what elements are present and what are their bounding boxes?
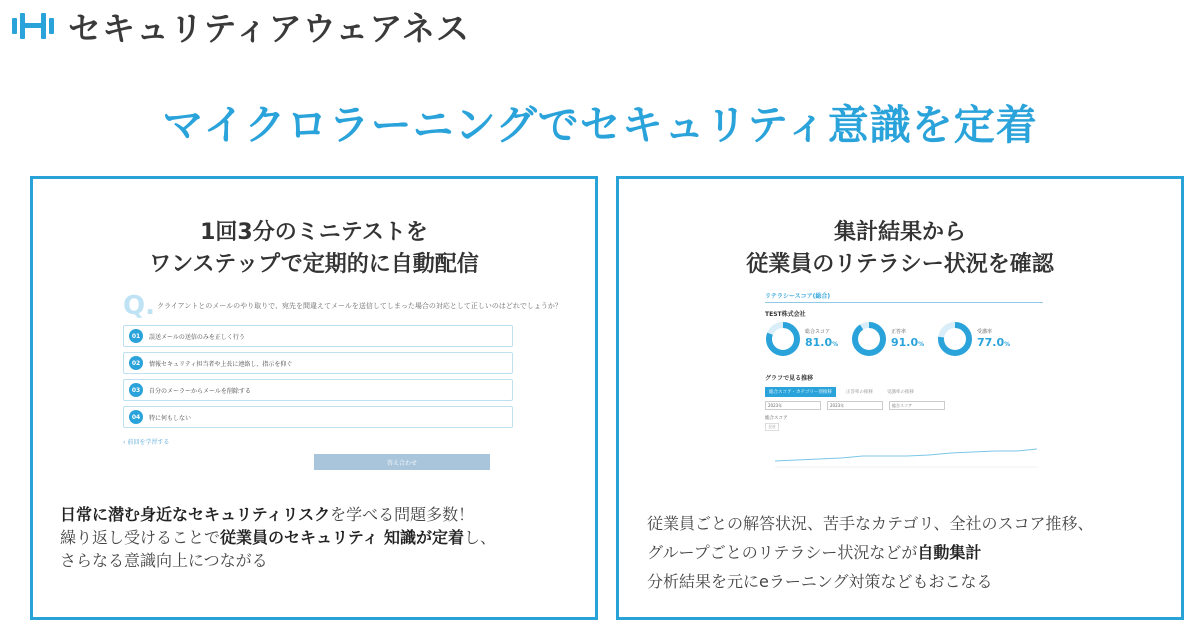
panel-title-line2: 従業員のリテラシー状況を確認 xyxy=(746,252,1054,277)
check-answer-button[interactable]: 答え合わせ xyxy=(314,454,490,470)
dashboard-header: リテラシースコア(総合) xyxy=(765,291,1043,303)
option-number: 04 xyxy=(129,410,143,424)
gauge-label: 総合スコア xyxy=(805,329,831,335)
question-mark-label: Q. xyxy=(123,291,155,321)
gauge-value: 81.0% xyxy=(805,336,839,349)
logo-icon xyxy=(12,11,54,41)
chart-legend: 全社 xyxy=(765,423,779,431)
panel-title-line1: 集計結果から xyxy=(833,220,966,245)
desc-text: 繰り返し受けることで xyxy=(60,528,221,547)
trend-filters xyxy=(765,401,945,410)
chevron-left-icon: ‹ xyxy=(123,439,128,446)
trend-tabs xyxy=(765,387,918,397)
tab-attendance-rate[interactable]: 受講率の推移 xyxy=(886,390,914,395)
panel-description xyxy=(647,509,1094,596)
desc-text: グループごとのリテラシー状況などが xyxy=(647,543,918,562)
gauge-correct-rate xyxy=(851,321,931,361)
end-date-select[interactable]: 2023年 xyxy=(827,401,883,410)
option-text: 特に何もしない xyxy=(149,414,192,422)
option-number: 03 xyxy=(129,383,143,397)
desc-highlight: 日常に潜む身近なセキュリティリスク xyxy=(60,505,331,524)
desc-text: 分析結果を元にeラーニング対策などもおこなる xyxy=(647,572,993,591)
desc-text: し、 xyxy=(464,528,497,547)
panel-title-line2: ワンステップで定期的に自動配信 xyxy=(149,252,479,277)
feature-panel-analytics xyxy=(616,176,1184,620)
gauge-value: 91.0% xyxy=(891,336,925,349)
gauge-label: 正答率 xyxy=(891,329,907,335)
app-title: セキュリティアウェアネス xyxy=(68,8,471,48)
option-number: 02 xyxy=(129,356,143,370)
panel-description xyxy=(60,503,496,572)
gauge-value: 77.0% xyxy=(977,336,1011,349)
option-text: 誤送メールの送信のみを正しく行う xyxy=(149,333,245,341)
option-text: 情報セキュリティ担当者や上長に連絡し、指示を仰ぐ xyxy=(149,360,293,368)
feature-panel-minitest xyxy=(30,176,598,620)
company-name: TEST株式会社 xyxy=(765,311,806,318)
panel-title-line1: 1回3分のミニテストを xyxy=(200,220,428,245)
quiz-option[interactable] xyxy=(123,352,513,374)
tab-correct-rate[interactable]: 正答率の推移 xyxy=(845,390,873,395)
gauge-total-score xyxy=(765,321,845,361)
quiz-option[interactable] xyxy=(123,406,513,428)
desc-text: を学べる問題多数！ xyxy=(330,505,475,524)
quiz-option[interactable] xyxy=(123,379,513,401)
quiz-question: クライアントとのメールのやり取りで、宛先を間違えてメールを送信してしまった場合の対応として正しいのはどれでしょうか？ xyxy=(157,302,562,310)
dashboard-preview xyxy=(765,291,1043,477)
option-text: 自分のメーラーからメールを削除する xyxy=(149,387,251,395)
donut-gauge-icon xyxy=(765,321,801,357)
option-number: 01 xyxy=(129,329,143,343)
page-headline: マイクロラーニングでセキュリティ意識を定着 xyxy=(162,101,1038,149)
metric-select[interactable]: 総合スコア xyxy=(889,401,945,410)
donut-gauge-icon xyxy=(851,321,887,357)
gauge-attendance-rate xyxy=(937,321,1017,361)
app-header xyxy=(12,6,470,46)
desc-text: さらなる意識向上につながる xyxy=(60,551,268,570)
desc-highlight: 自動集計 xyxy=(917,543,982,562)
tab-total-score[interactable]: 総合スコア・カテゴリー別推移 xyxy=(765,387,836,397)
quiz-option[interactable] xyxy=(123,325,513,347)
panel-title xyxy=(33,217,595,281)
back-link-label: 前回を学習する xyxy=(127,439,170,446)
quiz-preview xyxy=(123,291,562,467)
chart-label: 総合スコア xyxy=(765,416,788,421)
trend-section-title: グラフで見る推移 xyxy=(765,375,814,382)
start-date-select[interactable]: 2023年 xyxy=(765,401,821,410)
desc-text: 従業員ごとの解答状況、苦手なカテゴリ、全社のスコア推移、 xyxy=(647,514,1094,533)
donut-gauge-icon xyxy=(937,321,973,357)
desc-highlight: 従業員のセキュリティ 知識が定着 xyxy=(220,528,464,547)
back-link[interactable] xyxy=(123,437,169,446)
gauge-label: 受講率 xyxy=(977,329,993,335)
panel-title xyxy=(619,217,1181,281)
trend-line-chart xyxy=(765,431,1043,471)
